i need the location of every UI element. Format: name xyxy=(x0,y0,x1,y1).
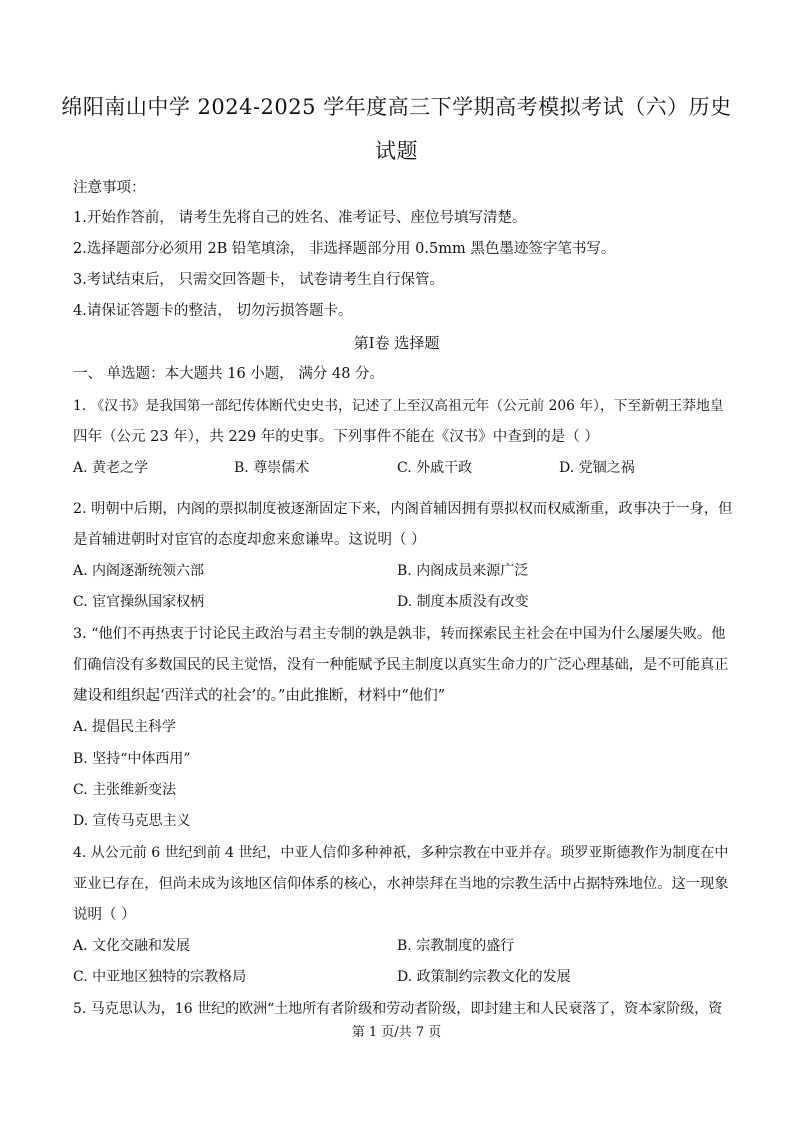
q2-option-d: D. 制度本质没有改变 xyxy=(397,594,529,610)
notice-item-1: 1.开始作答前， 请考生先将自己的姓名、准考证号、座位号填写清楚。 xyxy=(73,210,527,226)
q1-option-a: A. 黄老之学 xyxy=(73,460,149,476)
q2-stem-line2: 是首辅进朝时对宦官的态度却愈来愈谦卑。这说明（ ） xyxy=(73,532,426,548)
notice-item-2: 2.选择题部分必须用 2B 铅笔填涂， 非选择题部分用 0.5mm 黑色墨迹签字笔书写。 xyxy=(73,241,616,257)
notice-item-4: 4.请保证答题卡的整洁， 切勿污损答题卡。 xyxy=(73,303,353,319)
q3-option-d: D. 宣传马克思主义 xyxy=(73,813,191,829)
q1-option-d: D. 党锢之祸 xyxy=(559,460,635,476)
q2-option-b: B. 内阁成员来源广泛 xyxy=(397,563,529,579)
q4-option-b: B. 宗教制度的盛行 xyxy=(397,938,515,954)
q3-option-a: A. 提倡民主科学 xyxy=(73,719,177,735)
section-title: 第Ⅰ卷 选择题 xyxy=(353,334,440,352)
q4-stem-line2: 亚业已存在，但尚未成为该地区信仰体系的核心，水神崇拜在当地的宗教生活中占据特殊地位。这一现象 xyxy=(73,876,729,892)
q3-stem-line3: 建设和组织起‘西洋式的社会’的。”由此推断，材料中“他们” xyxy=(73,688,446,704)
q4-stem-line3: 说明（ ） xyxy=(73,907,136,923)
q3-stem-line1: 3. “他们不再热衷于讨论民主政治与君主专制的孰是孰非，转而探索民主社会在中国为什么屡屡失败。他 xyxy=(73,626,726,642)
q3-stem-line2: 们确信没有多数国民的民主觉悟，没有一种能赋予民主制度以真实生命力的广泛心理基础，是不可能真正 xyxy=(73,657,729,673)
q1-option-c: C. 外戚干政 xyxy=(397,460,473,476)
q1-stem-line1: 1. 《汉书》是我国第一部纪传体断代史史书，记述了上至汉高祖元年（公元前 206 年），下至新朝王莽地皇 xyxy=(73,398,724,414)
q1-stem-line2: 四年（公元 23 年），共 229 年的史事。下列事件不能在《汉书》中查到的是（ ） xyxy=(73,429,599,445)
q4-option-c: C. 中亚地区独特的宗教格局 xyxy=(73,969,247,985)
page-footer: 第 1 页/共 7 页 xyxy=(351,1025,442,1040)
q2-option-c: C. 宦官操纵国家权柄 xyxy=(73,594,205,610)
q4-option-d: D. 政策制约宗教文化的发展 xyxy=(397,969,571,985)
q1-option-b: B. 尊崇儒术 xyxy=(234,460,310,476)
notice-item-3: 3.考试结束后， 只需交回答题卡， 试卷请考生自行保管。 xyxy=(73,272,445,288)
q2-option-a: A. 内阁逐渐统领六部 xyxy=(73,563,205,579)
exam-title-line2: 试题 xyxy=(375,139,418,163)
q2-stem-line1: 2. 明朝中后期，内阁的票拟制度被逐渐固定下来，内阁首辅因拥有票拟权而权威渐重，政事决于一身，但 xyxy=(73,501,733,517)
exam-title-line1: 绵阳南山中学 2024-2025 学年度高三下学期高考模拟考试（六）历史 xyxy=(61,95,732,119)
q4-stem-line1: 4. 从公元前 6 世纪到前 4 世纪，中亚人信仰多种神祇，多种宗教在中亚并存。琐罗亚斯德教作为制度在中 xyxy=(73,845,729,861)
q3-option-c: C. 主张维新变法 xyxy=(73,782,177,798)
q4-option-a: A. 文化交融和发展 xyxy=(73,938,191,954)
notice-heading: 注意事项： xyxy=(73,180,146,196)
part-heading: 一、 单选题：本大题共 16 小题， 满分 48 分。 xyxy=(73,366,385,382)
q3-option-b: B. 坚持“中体西用” xyxy=(73,751,191,767)
q5-stem-line1: 5. 马克思认为，16 世纪的欧洲“土地所有者阶级和劳动者阶级，即封建主和人民衰落了，资本家阶级，资 xyxy=(73,1001,723,1017)
